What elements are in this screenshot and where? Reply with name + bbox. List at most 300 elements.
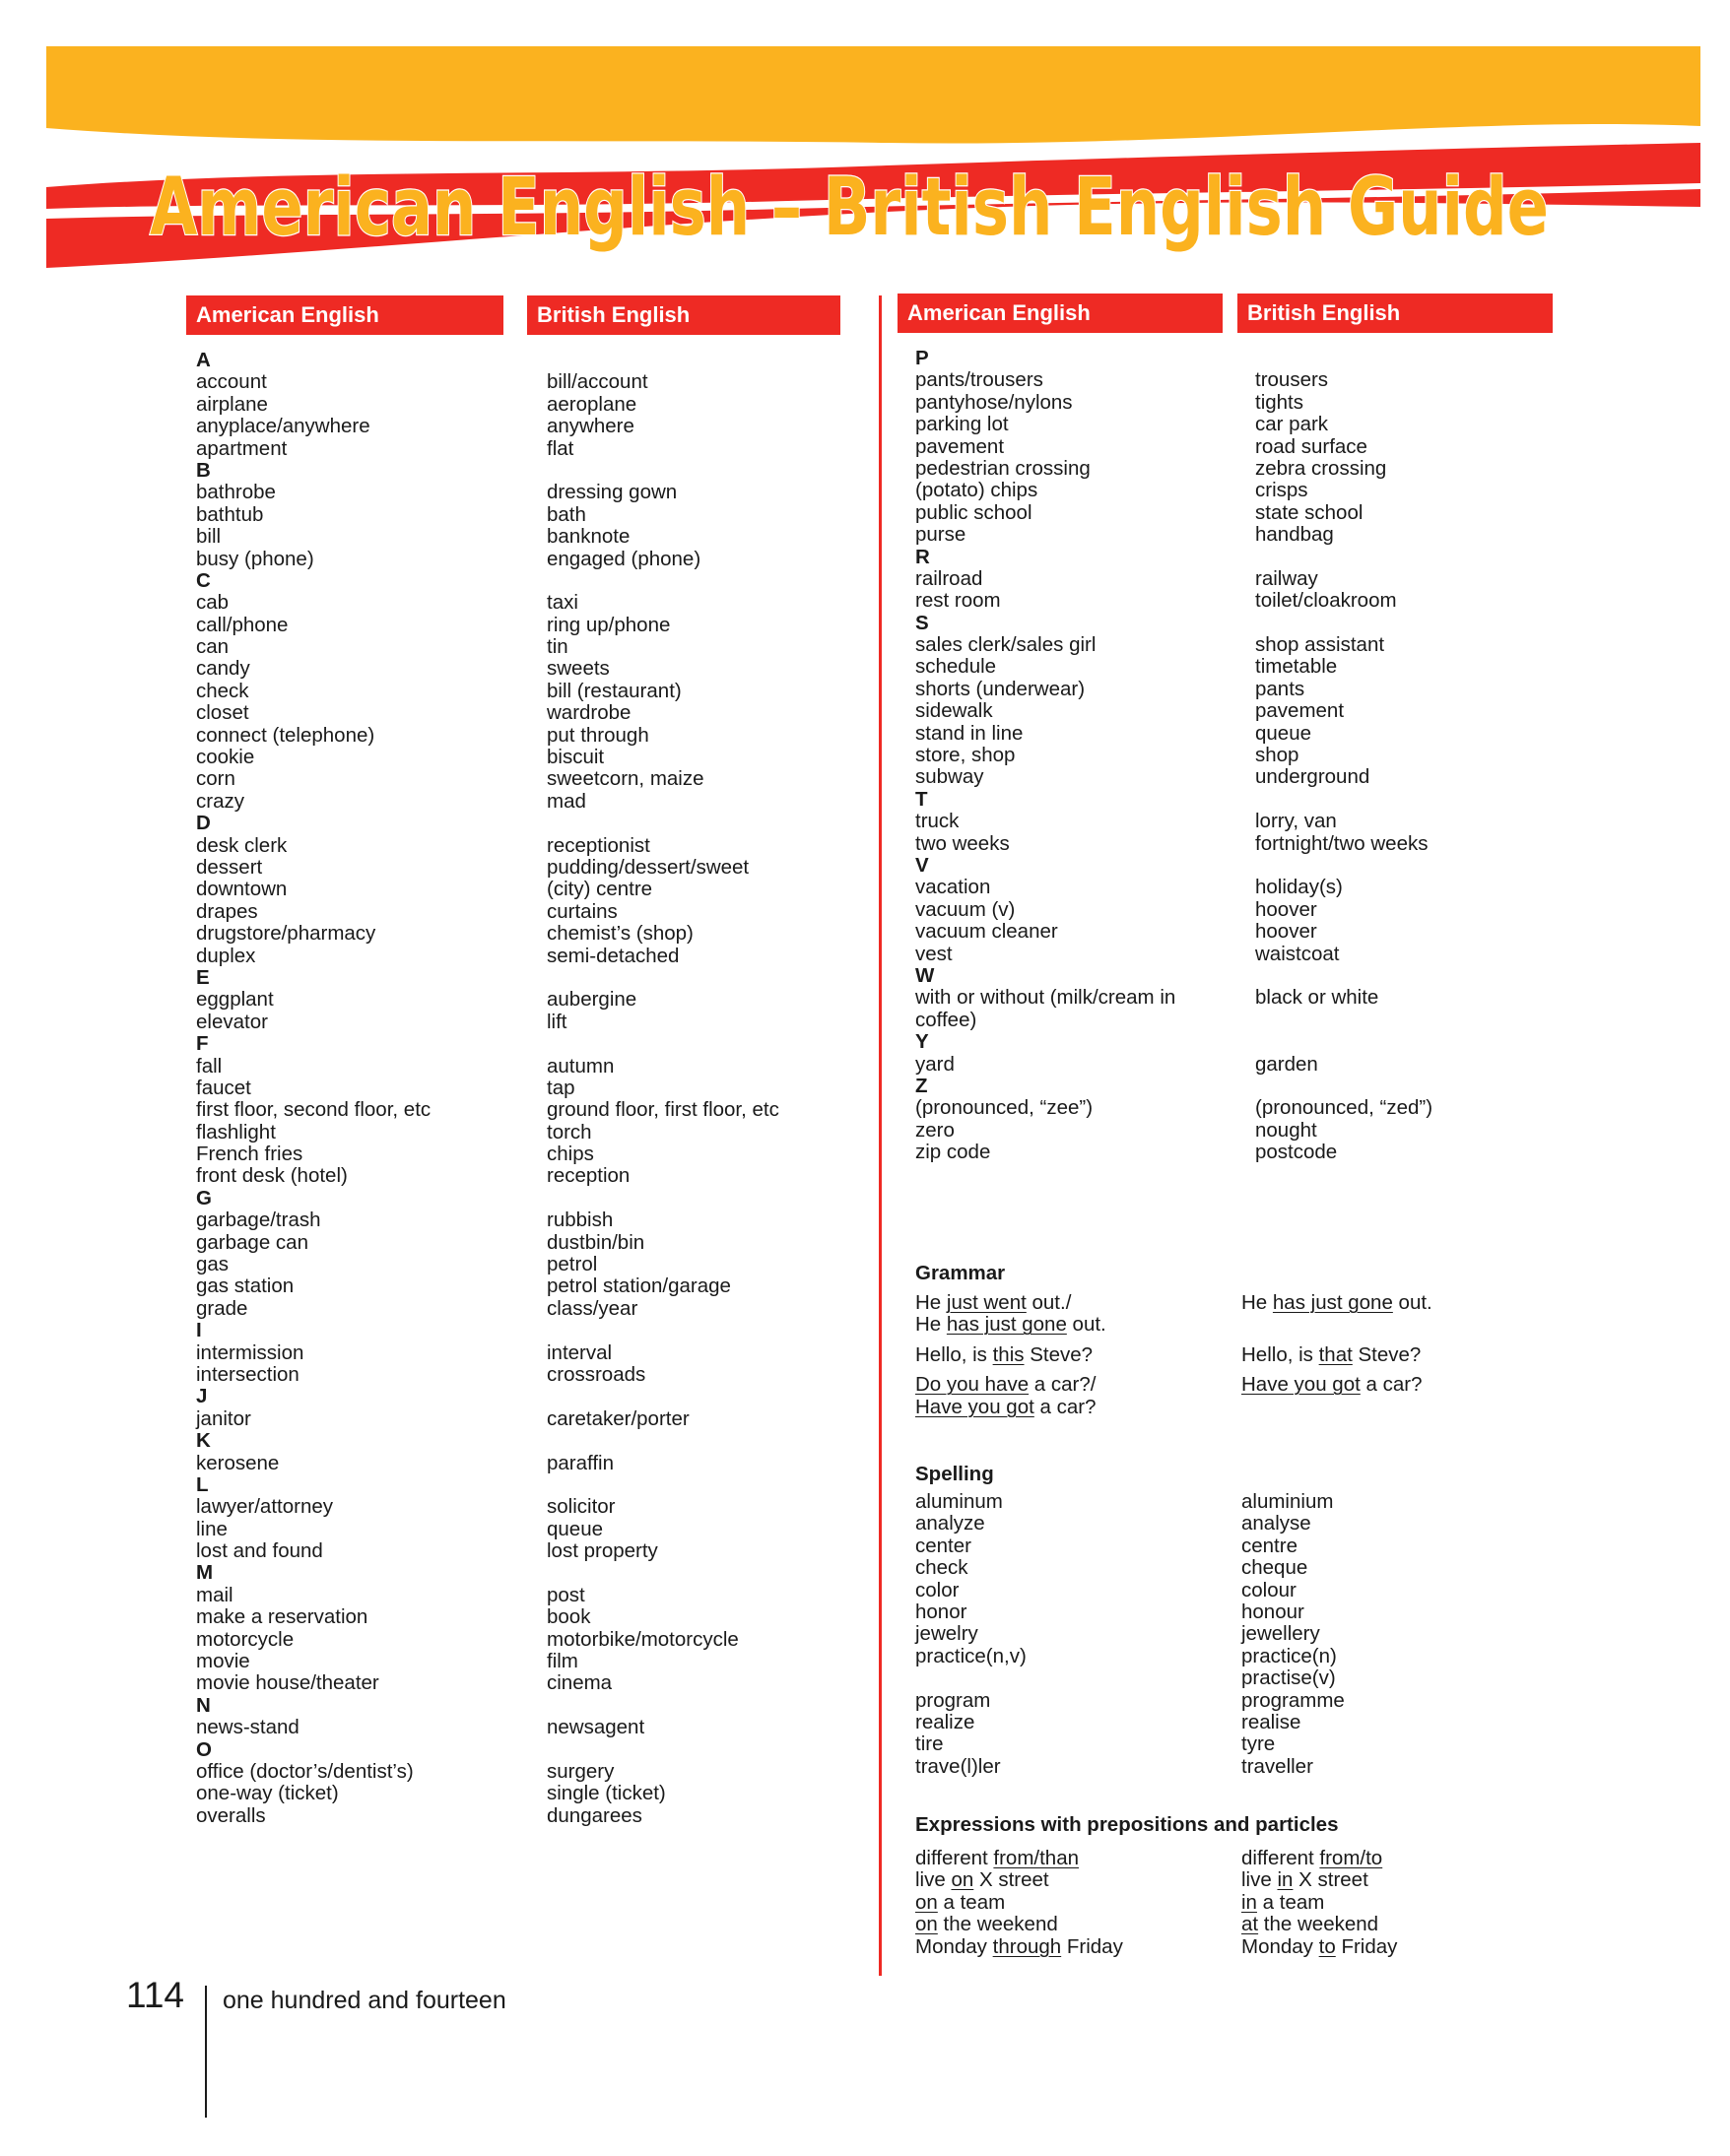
table-row	[915, 524, 1625, 546]
american-term: dessert	[196, 855, 263, 879]
british-term: postcode	[1255, 1141, 1338, 1164]
british-term: pants	[1255, 677, 1305, 700]
table-row	[915, 766, 1625, 788]
british-term: timetable	[1255, 655, 1338, 679]
section-letter: F	[196, 1032, 209, 1056]
british-term: railway	[1255, 566, 1318, 590]
british-term: film	[547, 1650, 578, 1673]
letter-group	[196, 350, 866, 460]
british-term: surgery	[547, 1760, 615, 1783]
table-row	[196, 1364, 866, 1386]
british-spelling: realise	[1241, 1710, 1301, 1733]
table-row	[915, 899, 1625, 921]
british-term: anywhere	[547, 415, 634, 438]
letter-group	[915, 613, 1625, 789]
british-term: (city) centre	[547, 878, 653, 901]
phrase-text: different	[915, 1847, 994, 1869]
section-letter: A	[196, 349, 211, 371]
phrase-text: Monday	[915, 1934, 993, 1958]
table-row	[196, 681, 866, 702]
american-term: desk clerk	[196, 833, 288, 857]
american-spelling: honor	[915, 1600, 967, 1623]
british-term: shop assistant	[1255, 633, 1385, 657]
table-row	[915, 1623, 1625, 1645]
british-term: dungarees	[547, 1803, 642, 1827]
section-letter: L	[196, 1472, 209, 1496]
underlined-phrase: has just gone	[1272, 1291, 1393, 1314]
table-row	[915, 590, 1625, 612]
american-term: garbage/trash	[196, 1209, 321, 1232]
american-term: coffee)	[915, 1008, 977, 1031]
american-term: front desk (hotel)	[196, 1164, 348, 1188]
spelling-section	[915, 1462, 1625, 1778]
right-american-header: American English	[898, 294, 1223, 333]
american-term: pedestrian crossing	[915, 456, 1091, 480]
table-row	[915, 480, 1625, 501]
table-row	[915, 634, 1625, 656]
british-term: caretaker/porter	[547, 1406, 690, 1430]
british-term: bill/account	[547, 370, 648, 394]
british-term: queue	[1255, 721, 1312, 745]
section-letter: T	[915, 787, 928, 811]
table-row	[196, 1056, 866, 1078]
table-row	[196, 702, 866, 724]
british-term: engaged (phone)	[547, 547, 701, 570]
table-row	[196, 1078, 866, 1099]
table-row	[196, 1651, 866, 1672]
underlined-phrase: on	[915, 1913, 938, 1936]
british-term: chemist’s (shop)	[547, 922, 694, 946]
british-spelling: traveller	[1241, 1754, 1313, 1778]
page-number-words: one hundred and fourteen	[223, 1987, 506, 2014]
british-term: hoover	[1255, 920, 1317, 944]
table-row	[196, 1717, 866, 1738]
american-term: shorts (underwear)	[915, 677, 1086, 700]
table-row	[915, 436, 1625, 458]
table-row	[196, 857, 866, 879]
spelling-rows	[915, 1491, 1625, 1778]
american-term: zero	[915, 1118, 955, 1142]
grammar-line	[915, 1397, 1625, 1418]
american-term: (pronounced, “zee”)	[915, 1096, 1094, 1120]
table-row	[196, 1143, 866, 1165]
british-term: toilet/cloakroom	[1255, 589, 1397, 613]
british-term: car park	[1255, 413, 1329, 436]
british-term: waistcoat	[1255, 942, 1340, 965]
american-term: airplane	[196, 392, 268, 416]
title-banner	[0, 0, 1730, 295]
underlined-phrase: that	[1318, 1342, 1353, 1366]
american-term: motorcycle	[196, 1627, 295, 1651]
grammar-british	[1241, 1292, 1432, 1314]
table-row	[915, 921, 1625, 943]
american-term: parking lot	[915, 413, 1009, 436]
table-row	[196, 1453, 866, 1474]
expression-rows	[915, 1848, 1625, 1958]
table-row	[196, 1209, 866, 1231]
american-term: bill	[196, 525, 222, 549]
american-term: purse	[915, 523, 966, 547]
american-term: vacation	[915, 876, 991, 899]
american-term: vacuum cleaner	[915, 920, 1058, 944]
american-term: downtown	[196, 878, 288, 901]
american-term: fall	[196, 1054, 223, 1078]
american-term: check	[196, 679, 249, 702]
british-term: torch	[547, 1120, 592, 1143]
underlined-phrase: from/to	[1319, 1847, 1383, 1869]
table-row	[915, 1936, 1625, 1958]
british-term: chips	[547, 1143, 594, 1166]
american-term: cookie	[196, 746, 255, 769]
american-term: elevator	[196, 1010, 268, 1033]
british-expression	[1241, 1869, 1368, 1891]
american-term: French fries	[196, 1143, 303, 1166]
british-term: receptionist	[547, 833, 650, 857]
table-row	[915, 1756, 1625, 1778]
british-term: aeroplane	[547, 392, 637, 416]
american-expression	[915, 1848, 1079, 1869]
british-term: crisps	[1255, 479, 1308, 502]
american-term: crazy	[196, 789, 244, 813]
british-term: handbag	[1255, 523, 1334, 547]
section-letter: P	[915, 347, 929, 369]
expressions-title: Expressions with prepositions and particles	[915, 1813, 1339, 1836]
british-term: tights	[1255, 390, 1303, 414]
table-row	[196, 504, 866, 526]
table-row	[915, 369, 1625, 391]
table-row	[915, 833, 1625, 855]
american-term: garbage can	[196, 1230, 308, 1254]
column-divider	[879, 295, 882, 1976]
american-term: sales clerk/sales girl	[915, 633, 1097, 657]
left-british-header: British English	[527, 295, 840, 335]
underlined-phrase: in	[1241, 1890, 1257, 1914]
table-row	[915, 944, 1625, 965]
american-term: pavement	[915, 434, 1005, 458]
american-term: bathtub	[196, 502, 264, 526]
american-term: lost and found	[196, 1539, 323, 1563]
underlined-phrase: on	[951, 1868, 974, 1892]
british-term: post	[547, 1583, 585, 1606]
expressions-section	[915, 1812, 1625, 1958]
letter-group	[196, 1430, 866, 1474]
american-spelling: program	[915, 1688, 991, 1712]
table-row	[915, 1848, 1625, 1869]
letter-group	[196, 813, 866, 967]
american-term: candy	[196, 657, 250, 681]
table-row	[196, 725, 866, 747]
table-row	[196, 1122, 866, 1143]
table-row	[196, 1496, 866, 1518]
grammar-item	[915, 1374, 1625, 1418]
american-term: flashlight	[196, 1120, 276, 1143]
phrase-text: different	[1241, 1847, 1320, 1869]
british-term: underground	[1255, 765, 1370, 789]
american-term: movie house/theater	[196, 1671, 379, 1695]
letter-group	[196, 1739, 866, 1828]
british-term: rubbish	[547, 1209, 614, 1232]
table-row	[915, 1601, 1625, 1623]
table-row	[915, 1892, 1625, 1914]
phrase-text: Steve?	[1024, 1342, 1094, 1366]
british-term: lorry, van	[1255, 810, 1337, 833]
american-term: janitor	[196, 1406, 251, 1430]
british-expression	[1241, 1848, 1382, 1869]
american-expression	[915, 1914, 1058, 1935]
phrase-text: He	[1241, 1291, 1273, 1314]
american-term: can	[196, 635, 230, 659]
table-row	[196, 879, 866, 900]
grammar-british	[1241, 1374, 1422, 1396]
table-row	[196, 1232, 866, 1254]
letter-group	[915, 789, 1625, 855]
grammar-line	[1241, 1344, 1421, 1366]
american-term: drapes	[196, 899, 258, 923]
british-term: holiday(s)	[1255, 876, 1343, 899]
table-row	[196, 768, 866, 790]
british-spelling: honour	[1241, 1600, 1304, 1623]
underlined-phrase: on	[915, 1890, 938, 1914]
american-expression	[915, 1936, 1123, 1958]
american-spelling: realize	[915, 1710, 975, 1733]
american-term: connect (telephone)	[196, 723, 375, 747]
british-term: state school	[1255, 500, 1364, 524]
right-british-header: British English	[1237, 294, 1553, 333]
table-row	[196, 1761, 866, 1783]
american-term: subway	[915, 765, 984, 789]
british-term: sweetcorn, maize	[547, 767, 704, 791]
section-letter: V	[915, 853, 929, 877]
british-term: nought	[1255, 1118, 1317, 1142]
british-spelling: practise(v)	[1241, 1666, 1336, 1690]
table-row	[196, 1540, 866, 1562]
british-term: lost property	[547, 1539, 658, 1563]
table-row	[196, 1012, 866, 1033]
grammar-british	[1241, 1344, 1421, 1366]
british-term: petrol station/garage	[547, 1274, 731, 1298]
table-row	[196, 438, 866, 460]
phrase-text: Monday	[1241, 1934, 1319, 1958]
phrase-text: Friday	[1335, 1934, 1398, 1958]
section-letter: E	[196, 965, 210, 989]
right-word-list	[915, 348, 1625, 1163]
american-term: sidewalk	[915, 699, 993, 723]
phrase-text: live	[915, 1868, 952, 1892]
american-term: schedule	[915, 655, 997, 679]
table-row	[915, 1142, 1625, 1163]
letter-group	[915, 855, 1625, 965]
section-letter: Y	[915, 1030, 929, 1054]
british-term: trousers	[1255, 368, 1329, 392]
phrase-text: He	[915, 1313, 947, 1337]
table-row	[915, 1914, 1625, 1935]
table-row	[915, 1690, 1625, 1712]
british-term: shop	[1255, 744, 1299, 767]
british-term: road surface	[1255, 434, 1367, 458]
british-term: curtains	[547, 899, 618, 923]
american-term: two weeks	[915, 831, 1010, 855]
underlined-phrase: Have you got	[1241, 1373, 1361, 1397]
american-term: overalls	[196, 1803, 266, 1827]
table-row	[915, 1513, 1625, 1535]
table-row	[915, 1535, 1625, 1557]
american-term: cab	[196, 591, 230, 615]
table-row	[915, 1580, 1625, 1601]
table-row	[196, 747, 866, 768]
american-term: pantyhose/nylons	[915, 390, 1073, 414]
table-row	[915, 811, 1625, 832]
phrase-text: out./	[1026, 1291, 1072, 1314]
british-term: book	[547, 1605, 591, 1629]
british-term: garden	[1255, 1052, 1318, 1076]
american-term: movie	[196, 1650, 250, 1673]
american-term: office (doctor’s/dentist’s)	[196, 1760, 414, 1783]
table-row	[196, 394, 866, 416]
table-row	[196, 416, 866, 437]
american-spelling: center	[915, 1534, 971, 1557]
section-letter: B	[196, 458, 211, 482]
british-term: bill (restaurant)	[547, 679, 682, 702]
section-letter: Z	[915, 1074, 928, 1097]
american-term: truck	[915, 810, 960, 833]
table-row	[196, 923, 866, 945]
table-row	[196, 791, 866, 813]
table-row	[196, 946, 866, 967]
table-row	[196, 371, 866, 393]
letter-group	[196, 1033, 866, 1188]
letter-group	[196, 1320, 866, 1386]
american-term: stand in line	[915, 721, 1024, 745]
british-spelling: analyse	[1241, 1512, 1311, 1535]
phrase-text: a car?/	[1029, 1373, 1097, 1397]
section-letter: M	[196, 1561, 214, 1585]
american-term: rest room	[915, 589, 1001, 613]
grammar-item	[915, 1344, 1625, 1366]
british-expression	[1241, 1892, 1324, 1914]
british-term: newsagent	[547, 1716, 645, 1739]
american-term: busy (phone)	[196, 547, 314, 570]
banner-orange-band	[46, 46, 1700, 144]
british-term: dressing gown	[547, 481, 678, 504]
british-spelling: cheque	[1241, 1556, 1308, 1580]
table-row	[915, 723, 1625, 745]
british-term: black or white	[1255, 986, 1379, 1010]
underlined-phrase: just went	[946, 1291, 1027, 1314]
british-spelling: colour	[1241, 1578, 1297, 1601]
american-term: faucet	[196, 1076, 251, 1099]
british-term: zebra crossing	[1255, 456, 1387, 480]
american-term: grade	[196, 1296, 248, 1320]
american-term: bathrobe	[196, 481, 276, 504]
table-row	[915, 1491, 1625, 1513]
american-spelling: color	[915, 1578, 960, 1601]
table-row	[915, 1120, 1625, 1142]
table-row	[196, 989, 866, 1011]
table-row	[196, 1342, 866, 1364]
grammar-item	[915, 1292, 1625, 1337]
american-term: line	[196, 1517, 228, 1540]
british-term: solicitor	[547, 1495, 616, 1519]
british-term: taxi	[547, 591, 578, 615]
section-letter: J	[196, 1385, 208, 1408]
table-row	[915, 1646, 1625, 1667]
american-term: gas	[196, 1253, 230, 1276]
british-term: bath	[547, 502, 586, 526]
table-row	[196, 1408, 866, 1430]
letter-group	[196, 1562, 866, 1694]
american-term: eggplant	[196, 988, 274, 1012]
section-letter: D	[196, 812, 211, 835]
phrase-text: Friday	[1061, 1934, 1123, 1958]
american-term: first floor, second floor, etc	[196, 1098, 432, 1122]
underlined-phrase: Have you got	[915, 1395, 1034, 1418]
table-row	[196, 658, 866, 680]
british-term: ring up/phone	[547, 613, 671, 636]
american-term: zip code	[915, 1141, 991, 1164]
table-row	[915, 987, 1625, 1009]
british-term: reception	[547, 1164, 631, 1188]
british-term: class/year	[547, 1296, 638, 1320]
table-row	[915, 1557, 1625, 1579]
phrase-text: a team	[937, 1890, 1006, 1914]
letter-group	[196, 1188, 866, 1320]
table-row	[915, 1712, 1625, 1733]
table-row	[196, 482, 866, 503]
section-letter: K	[196, 1429, 211, 1453]
american-term: intersection	[196, 1362, 299, 1386]
british-spelling: practice(n)	[1241, 1644, 1337, 1667]
table-row	[196, 1783, 866, 1804]
underlined-phrase: has just gone	[946, 1313, 1067, 1337]
american-term: corn	[196, 767, 235, 791]
american-term: pants/trousers	[915, 368, 1043, 392]
british-term: motorbike/motorcycle	[547, 1627, 739, 1651]
british-term: interval	[547, 1340, 613, 1364]
american-term: intermission	[196, 1340, 304, 1364]
letter-group	[196, 570, 866, 813]
british-term: single (ticket)	[547, 1782, 666, 1805]
american-term: call/phone	[196, 613, 289, 636]
british-spelling: programme	[1241, 1688, 1345, 1712]
table-row	[915, 502, 1625, 524]
american-term: railroad	[915, 566, 983, 590]
american-spelling: aluminum	[915, 1490, 1003, 1513]
british-term: banknote	[547, 525, 631, 549]
phrase-text: the weekend	[937, 1913, 1058, 1936]
left-american-header: American English	[186, 295, 503, 335]
table-row	[915, 877, 1625, 898]
phrase-text: X street	[1293, 1868, 1368, 1892]
section-letter: O	[196, 1737, 212, 1761]
british-spelling: tyre	[1241, 1732, 1276, 1756]
phrase-text: live	[1241, 1868, 1278, 1892]
table-row	[915, 700, 1625, 722]
letter-group	[915, 547, 1625, 613]
american-spelling: tire	[915, 1732, 944, 1756]
page-title: American English – British English Guide	[150, 162, 1549, 254]
phrase-text: Hello, is	[1241, 1342, 1319, 1366]
british-term: lift	[547, 1010, 567, 1033]
table-row	[915, 1667, 1625, 1689]
phrase-text: out.	[1392, 1291, 1432, 1314]
section-letter: C	[196, 568, 211, 592]
american-term: mail	[196, 1583, 233, 1606]
british-term: paraffin	[547, 1451, 615, 1474]
phrase-text: a car?	[1360, 1373, 1423, 1397]
british-expression	[1241, 1914, 1378, 1935]
american-spelling: jewelry	[915, 1622, 978, 1646]
table-row	[915, 745, 1625, 766]
